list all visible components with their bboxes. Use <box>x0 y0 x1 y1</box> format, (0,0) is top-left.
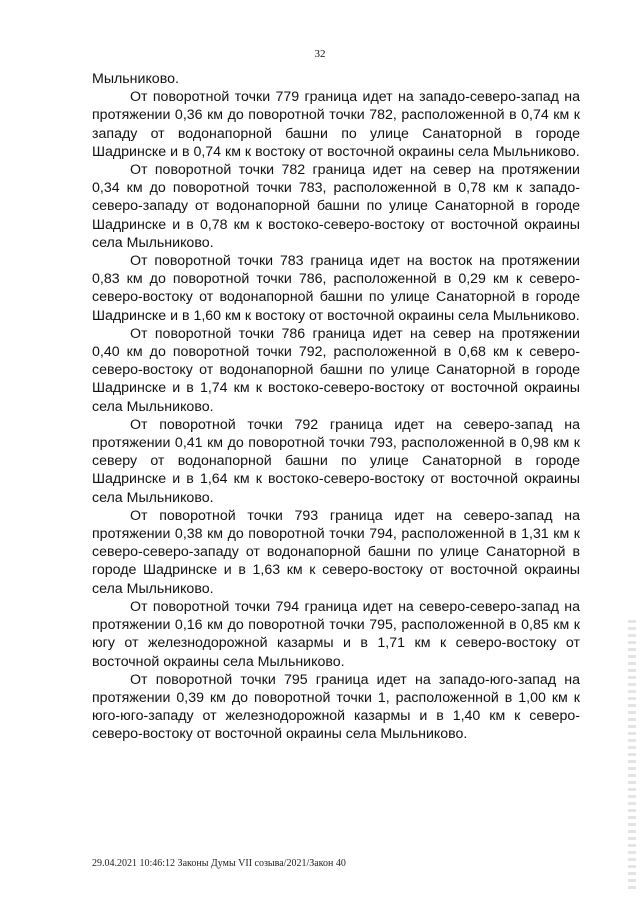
page-number: 32 <box>314 48 326 60</box>
paragraph: От поворотной точки 792 граница идет на северо-запад на протяжении 0,41 км до поворотной точки 793, расположенной в 0,98 км к северу от водонапорной башни по улице Санаторной в городе Шадринске и в 1,64 км к востоко-северо-востоку от восточной окраины села Мыльниково. <box>92 416 580 506</box>
paragraph: Мыльниково. <box>92 71 179 87</box>
paragraph: От поворотной точки 793 граница идет на северо-запад на протяжении 0,38 км до поворотной точки 794, расположенной в 1,31 км к северо-северо-западу от водонапорной башни по улице Санаторной в городе Шадринске и в 1,63 км к северо-востоку от восточной окраины села Мыльниково. <box>92 507 580 597</box>
paragraph: От поворотной точки 786 граница идет на север на протяжении 0,40 км до поворотной точки 792, расположенной в 0,68 км к северо-северо-востоку от водонапорной башни по улице Санаторной в городе Шадринске и в 1,74 км к востоко-северо-востоку от восточной окраины села Мыльниково. <box>92 325 580 415</box>
paragraph: От поворотной точки 795 граница идет на западо-юго-запад на протяжении 0,39 км до поворотной точки 1, расположенной в 1,00 км к юго-юго-западу от железнодорожной казармы и в 1,40 км к северо-северо-востоку от восточной окраины села Мыльниково. <box>92 671 580 743</box>
paragraph: От поворотной точки 783 граница идет на восток на протяжении 0,83 км до поворотной точки 786, расположенной в 0,29 км к северо-северо-востоку от водонапорной башни по улице Санаторной в городе Шадринске и в 1,60 км к востоку от восточной окраины села Мыльниково. <box>92 253 580 324</box>
document-body <box>92 70 580 744</box>
margin-stamp <box>628 620 636 890</box>
paragraph: От поворотной точки 794 граница идет на северо-северо-запад на протяжении 0,16 км до поворотной точки 795, расположенной в 0,85 км к югу от железнодорожной казармы и в 1,71 км к северо-востоку от восточной окраины села Мыльниково. <box>92 598 580 670</box>
document-footer: 29.04.2021 10:46:12 Законы Думы VII созыва/2021/Закон 40 <box>92 858 346 869</box>
paragraph: От поворотной точки 779 граница идет на западо-северо-запад на протяжении 0,36 км до поворотной точки 782, расположенной в 0,74 км к западу от водонапорной башни по улице Санаторной в городе Шадринске и в 0,74 км к востоку от восточной окраины села Мыльниково. <box>92 89 580 160</box>
paragraph: От поворотной точки 782 граница идет на север на протяжении 0,34 км до поворотной точки 783, расположенной в 0,78 км к западо-северо-западу от водонапорной башни по улице Санаторной в городе Шадринске и в 0,78 км к востоко-северо-востоку от восточной окраины села Мыльниково. <box>92 162 580 251</box>
